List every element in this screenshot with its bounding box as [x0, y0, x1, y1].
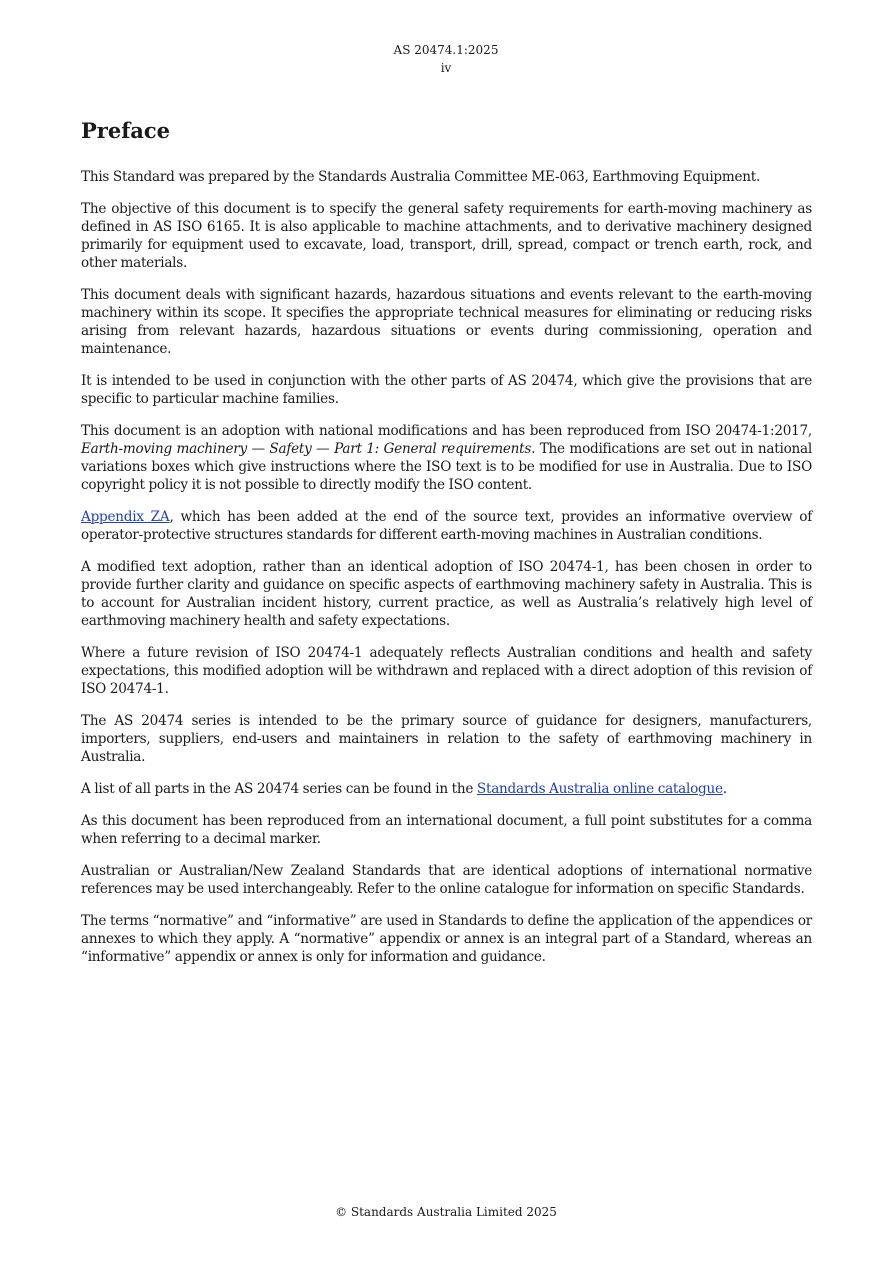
paragraph-normative-references: Australian or Australian/New Zealand Standards that are identical adoptions of international normative references may be used interchangeably. Refer to the online catalogue for information on specific Standards.: [81, 863, 812, 897]
document-id: AS 20474.1:2025: [393, 43, 499, 57]
paragraph-conjunction: It is intended to be used in conjunction with the other parts of AS 20474, which give the provisions that are specific to particular machine families.: [81, 373, 812, 407]
page-footer: © Standards Australia Limited 2025: [335, 1205, 557, 1219]
paragraph-decimal-marker: As this document has been reproduced from an international document, a full point substitutes for a comma when referring to a decimal marker.: [81, 813, 812, 847]
preface-body: [81, 168, 812, 980]
adoption-text-end: . The modifications are set out in national variations boxes which give instructions where the ISO text is to be modified for use in Australia. Due to ISO copyright policy it is not possible to directly modify the ISO content.: [81, 441, 812, 493]
paragraph-catalogue: [81, 780, 812, 798]
paragraph-committee: This Standard was prepared by the Standards Australia Committee ME-063, Earthmoving Equipment.: [81, 169, 761, 185]
paragraph-adoption: [81, 422, 812, 494]
paragraph-normative-informative: The terms “normative” and “informative” are used in Standards to define the application of the appendices or annexes to which they apply. A “normative” appendix or annex is an integral part of a Standard, whereas an “informative” appendix or annex is only for information and guidance.: [81, 913, 812, 965]
page-title: Preface: [81, 118, 171, 143]
catalogue-text-end: .: [722, 781, 727, 797]
paragraph-future-revision: Where a future revision of ISO 20474-1 adequately reflects Australian conditions and health and safety expectations, this modified adoption will be withdrawn and replaced with a direct adoption of this revision of ISO 20474-1.: [81, 645, 812, 697]
paragraph-appendix: [81, 508, 812, 544]
iso-title: Earth-moving machinery — Safety — Part 1: General requirements: [81, 441, 532, 457]
appendix-za-link[interactable]: Appendix ZA: [81, 509, 170, 525]
paragraph-modified-adoption: A modified text adoption, rather than an identical adoption of ISO 20474-1, has been chosen in order to provide further clarity and guidance on specific aspects of earthmoving machinery safety in Australia. This is to account for Australian incident history, current practice, as well as Australia’s relatively high level of earthmoving machinery health and safety expectations.: [81, 559, 812, 629]
paragraph-objective: The objective of this document is to specify the general safety requirements for earth-moving machinery as defined in AS ISO 6165. It is also applicable to machine attachments, and to derivative machinery designed primarily for equipment used to excavate, load, transport, drill, spread, compact or trench earth, rock, and other materials.: [81, 201, 812, 271]
page-number: iv: [440, 61, 452, 75]
catalogue-text-start: A list of all parts in the AS 20474 series can be found in the: [81, 781, 477, 797]
adoption-text-start: This document is an adoption with national modifications and has been reproduced from ISO 20474-1:2017,: [81, 423, 812, 439]
paragraph-series-purpose: The AS 20474 series is intended to be the primary source of guidance for designers, manufacturers, importers, suppliers, end-users and maintainers in relation to the safety of earthmoving machinery in Australia.: [81, 713, 812, 765]
online-catalogue-link[interactable]: Standards Australia online catalogue: [476, 781, 723, 797]
appendix-text: , which has been added at the end of the source text, provides an informative overview of operator-protective structures standards for different earth-moving machines in Australian conditions.: [81, 509, 812, 543]
page-header: [0, 41, 892, 77]
paragraph-hazards: This document deals with significant hazards, hazardous situations and events relevant to the earth-moving machinery within its scope. It specifies the appropriate technical measures for eliminating or reducing risks arising from relevant hazards, hazardous situations or events during commissioning, operation and maintenance.: [81, 287, 812, 357]
